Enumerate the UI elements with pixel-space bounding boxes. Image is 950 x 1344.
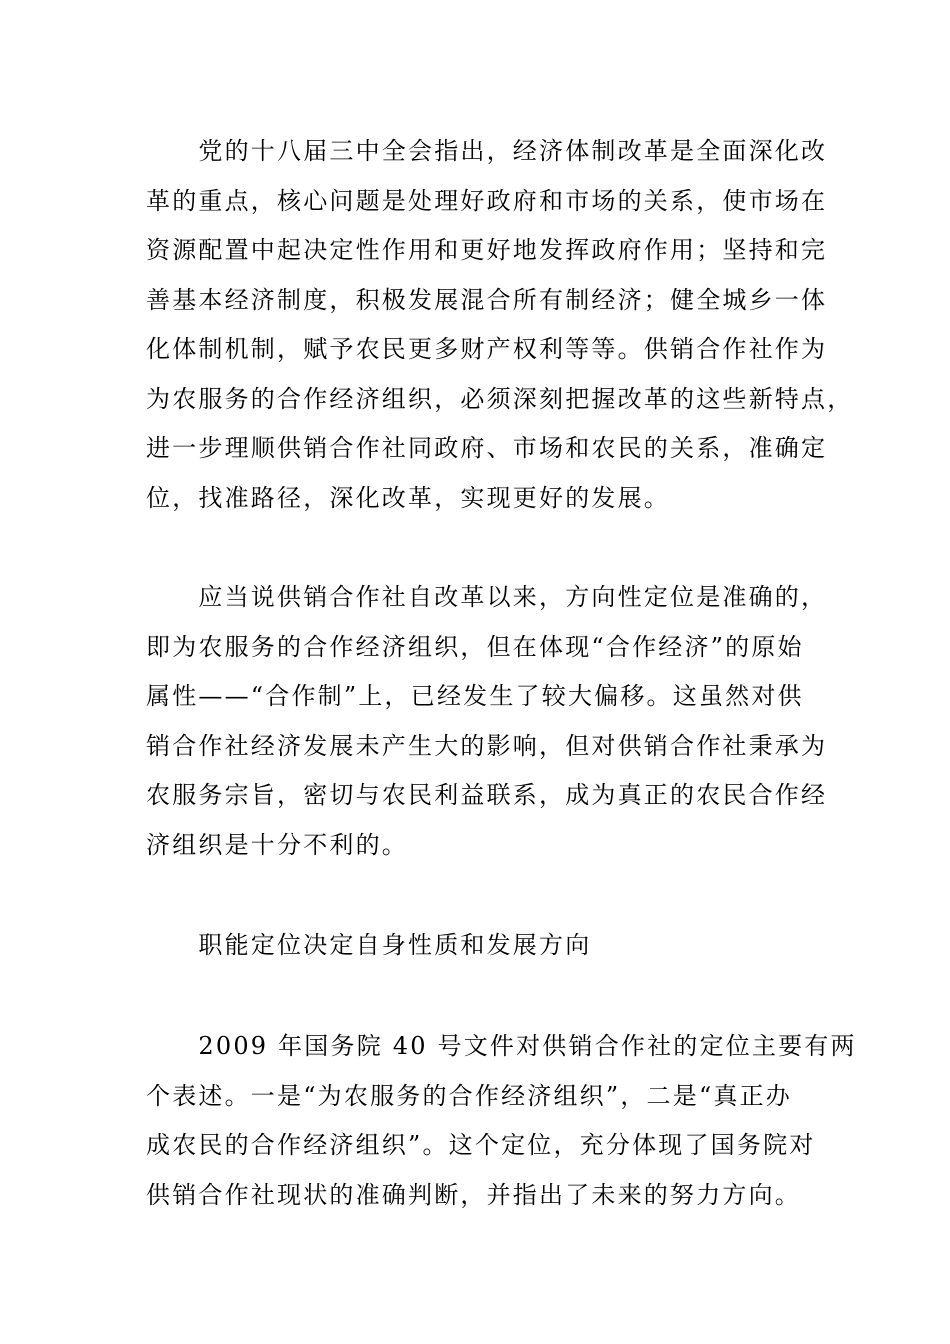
text-line: 农服务宗旨，密切与农民利益联系，成为真正的农民合作经: [146, 781, 828, 809]
text-line: 属性——“合作制”上，已经发生了较大偏移。这虽然对供: [146, 682, 804, 710]
text-line: 进一步理顺供销合作社同政府、市场和农民的关系，准确定: [146, 434, 828, 462]
paragraph-positioning-deviation: [146, 573, 828, 870]
text-line: 供销合作社现状的准确判断，并指出了未来的努力方向。: [146, 1180, 801, 1209]
section-heading: [146, 921, 818, 971]
text-line: 个表述。一是“为农服务的合作经济组织”，二是“真正办: [146, 1081, 793, 1110]
text-line: 位，找准路径，深化改革，实现更好的发展。: [146, 483, 670, 512]
heading-line: 职能定位决定自身性质和发展方向: [146, 931, 592, 959]
text-line: 成农民的合作经济组织”。这个定位，充分体现了国务院对: [146, 1131, 816, 1159]
text-line: 资源配置中起决定性作用和更好地发挥政府作用；坚持和完: [146, 236, 828, 264]
text-line: 济组织是十分不利的。: [146, 830, 408, 859]
text-line: 即为农服务的合作经济组织，但在体现“合作经济”的原始: [146, 632, 804, 661]
text-line: 2009 年国务院 40 号文件对供销合作社的定位主要有两: [146, 1032, 857, 1060]
text-line: 为农服务的合作经济组织，必须深刻把握改革的这些新特点，: [146, 384, 854, 413]
paragraph-reform-overview: [146, 127, 854, 523]
paragraph-state-council-document: [146, 1022, 857, 1220]
text-line: 化体制机制，赋予农民更多财产权利等等。供销合作社作为: [146, 335, 828, 363]
text-line: 党的十八届三中全会指出，经济体制改革是全面深化改: [146, 137, 828, 165]
text-line: 应当说供销合作社自改革以来，方向性定位是准确的，: [146, 583, 828, 611]
text-line: 善基本经济制度，积极发展混合所有制经济；健全城乡一体: [146, 285, 828, 314]
text-line: 销合作社经济发展未产生大的影响，但对供销合作社秉承为: [146, 731, 828, 760]
text-line: 革的重点，核心问题是处理好政府和市场的关系，使市场在: [146, 186, 828, 215]
